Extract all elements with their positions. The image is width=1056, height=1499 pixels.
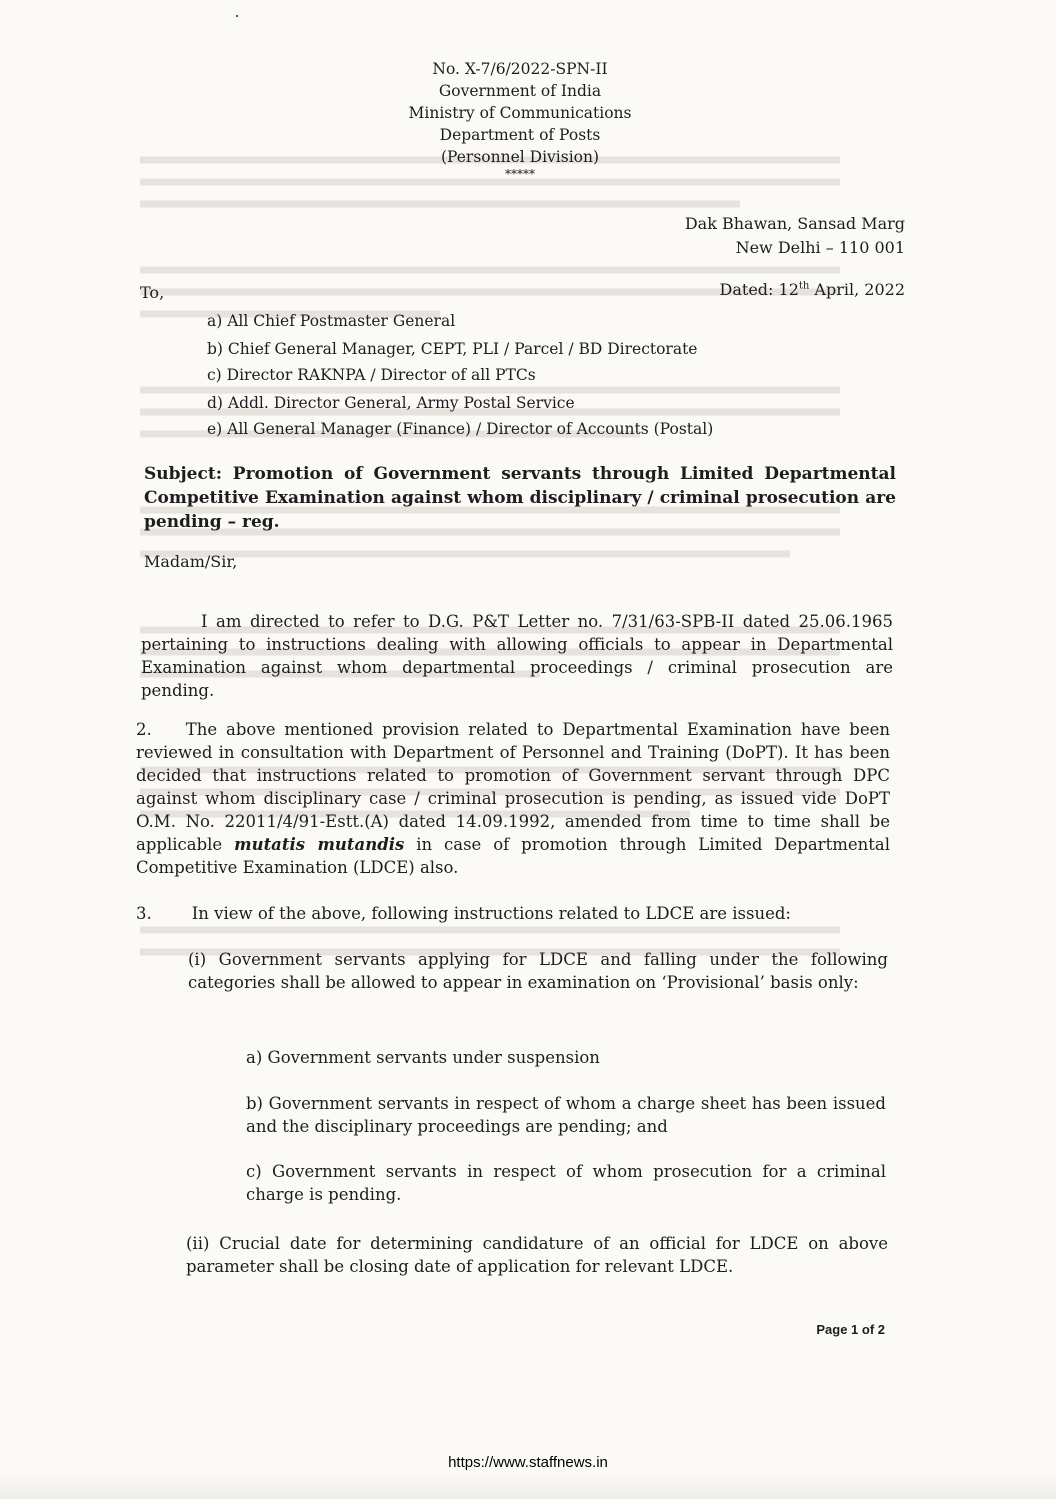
scan-bottom-edge xyxy=(0,1472,1056,1499)
page-number: Page 1 of 2 xyxy=(816,1322,885,1337)
category-c: c) Government servants in respect of whom prosecution for a criminal charge is pending. xyxy=(246,1162,886,1204)
department-name: Department of Posts xyxy=(439,126,601,144)
letter-date: Dated: 12th April, 2022 xyxy=(719,280,905,299)
scan-dot xyxy=(236,15,238,17)
recipient-e: e) All General Manager (Finance) / Director of Accounts (Postal) xyxy=(207,420,714,438)
paragraph-2: 2. The above mentioned provision related to Departmental Examination have been reviewed in consultation with Department of Personnel and Training (DoPT). It has been decided that instructions related to promotion of Government servant through DPC against whom disciplinary case / criminal prosecution is pending, as issued vide DoPT O.M. No. 22011/4/91-Estt.(A) dated 14.09.1992, amended from time to time shall be applicable mutatis mutandis in case of promotion through Limited Departmental Competitive Examination (LDCE) also. xyxy=(136,720,890,877)
ministry-name: Ministry of Communications xyxy=(408,104,632,122)
recipient-b: b) Chief General Manager, CEPT, PLI / Parcel / BD Directorate xyxy=(207,340,698,358)
salutation: Madam/Sir, xyxy=(144,552,238,571)
recipient-d: d) Addl. Director General, Army Postal Service xyxy=(207,394,575,412)
separator-stars: ***** xyxy=(505,167,535,181)
sender-address xyxy=(600,212,905,260)
subject-line: Subject: Promotion of Government servants through Limited Departmental Competitive Examination against whom disciplinary / criminal prosecution are pending – reg. xyxy=(144,464,896,532)
category-a: a) Government servants under suspension xyxy=(246,1048,600,1067)
address-line-2: New Delhi – 110 001 xyxy=(735,238,905,257)
recipient-c: c) Director RAKNPA / Director of all PTCs xyxy=(207,366,536,384)
paragraph-3: 3. In view of the above, following instructions related to LDCE are issued: xyxy=(136,904,791,923)
instruction-point-ii: (ii) Crucial date for determining candidature of an official for LDCE on above parameter shall be closing date of application for relevant LDCE. xyxy=(186,1234,888,1276)
letterhead xyxy=(300,58,740,180)
address-line-1: Dak Bhawan, Sansad Marg xyxy=(684,214,905,233)
instruction-point-i: (i) Government servants applying for LDCE and falling under the following categories shall be allowed to appear in examination on ‘Provisional’ basis only: xyxy=(188,950,888,992)
division-name: (Personnel Division) xyxy=(440,148,600,166)
recipient-a: a) All Chief Postmaster General xyxy=(207,312,456,330)
category-b: b) Government servants in respect of whom a charge sheet has been issued and the disciplinary proceedings are pending; and xyxy=(246,1094,886,1136)
file-number: No. X-7/6/2022-SPN-II xyxy=(432,60,608,78)
government-name: Government of India xyxy=(438,82,602,100)
footer-url[interactable]: https://www.staffnews.in xyxy=(448,1454,608,1471)
paragraph-1: I am directed to refer to D.G. P&T Letter no. 7/31/63-SPB-II dated 25.06.1965 pertaining to instructions dealing with allowing officials to appear in Departmental Examination against whom departmental proceedings / criminal prosecution are pending. xyxy=(141,612,893,700)
to-label: To, xyxy=(140,283,165,302)
